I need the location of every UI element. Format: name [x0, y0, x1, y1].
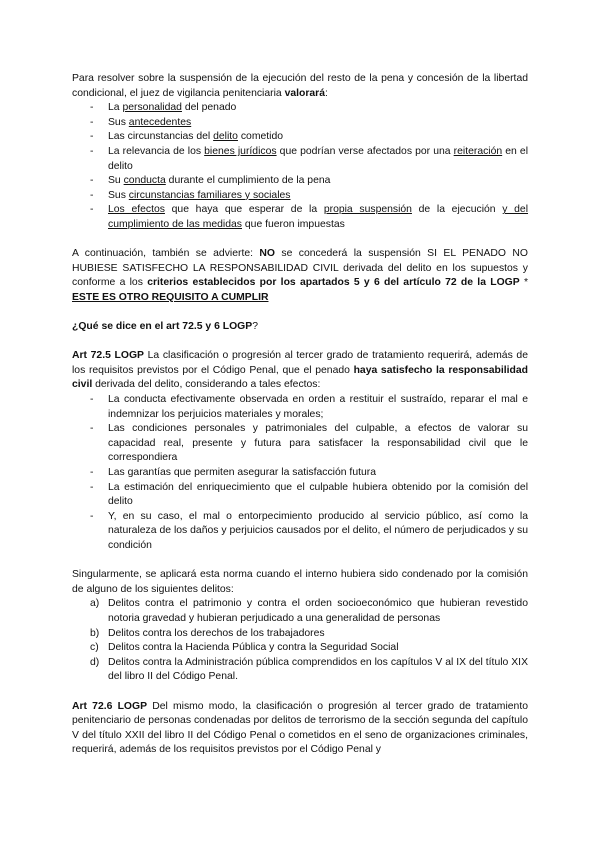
article-ref-72-5: Art 72.5 LOGP — [72, 350, 144, 362]
list-item: - La estimación del enriquecimiento que el culpable hubiera obtenido por la comisión del delito — [72, 481, 528, 510]
list-item: d) Delitos contra la Administración pública comprendidos en los capítulos V al IX del título XIX del libro II del Código Penal. — [90, 656, 528, 683]
list-item: - Sus circunstancias familiares y sociales — [72, 189, 528, 204]
underlined-term: circunstancias familiares y sociales — [128, 189, 291, 201]
bold-criteria: criterios establecidos por los apartados 5 y 6 del artículo 72 de la LOGP — [147, 277, 520, 289]
list-item: - Sus antecedentes — [72, 116, 528, 131]
list-item: - La relevancia de los bienes jurídicos que podrían verse afectados por una reiteración en el delito — [72, 145, 528, 174]
art-72-5-paragraph: Art 72.5 LOGP La clasificación o progresión al tercer grado de tratamiento requerirá, además de los requisitos previstos por el Código Penal, que el penado haya satisfecho la responsabilidad civil derivada del delito, considerando a tales efectos: — [72, 350, 528, 391]
intro-tail: : — [325, 87, 328, 99]
bold-no: NO — [259, 248, 275, 260]
list-item: - Y, en su caso, el mal o entorpecimiento producido al servicio público, así como la naturaleza de los daños y perjuicios causados por el delito, el número de perjudicados y su condición — [72, 510, 528, 554]
question-heading: ¿Qué se dice en el art 72.5 y 6 LOGP? — [72, 321, 258, 333]
list-item: - Las condiciones personales y patrimoniales del culpable, a efectos de valorar su capacidad real, presente y futura para satisfacer la responsabilidad civil que le correspondiera — [72, 422, 528, 466]
underlined-term: delito — [213, 131, 238, 143]
intro-paragraph — [72, 72, 528, 101]
valuation-list — [72, 101, 528, 232]
underlined-term: personalidad — [122, 102, 182, 114]
underlined-term: reiteración — [453, 145, 503, 157]
list-item: - La personalidad del penado — [72, 101, 528, 116]
underlined-term: bienes jurídicos — [204, 145, 277, 157]
underlined-term: antecedentes — [128, 116, 192, 128]
underlined-term: Los efectos — [108, 204, 165, 216]
list-item: - Las garantías que permiten asegurar la satisfacción futura — [72, 466, 528, 481]
bold-civil-liability: haya satisfecho la responsabilidad civil — [72, 364, 528, 391]
article-ref-72-6: Art 72.6 LOGP — [72, 700, 148, 712]
underlined-term: conducta — [123, 175, 166, 187]
art-72-6-paragraph: Art 72.6 LOGP Del mismo modo, la clasificación o progresión al tercer grado de tratamiento penitenciario de personas condenadas por delitos de terrorismo de la sección segunda del capítulo V del título XXII del libro II del Código Penal o cometidos en el seno de organizaciones criminales, requerirá, además de los requisitos previstos por el Código Penal y — [72, 700, 528, 756]
requirement-note: ESTE ES OTRO REQUISITO A CUMPLIR — [72, 291, 269, 303]
document-page — [72, 72, 528, 758]
list-item: c) Delitos contra la Hacienda Pública y contra la Seguridad Social — [90, 642, 399, 654]
crimes-intro-paragraph: Singularmente, se aplicará esta norma cuando el interno hubiera sido condenado por la comisión de alguno de los siguientes delitos: — [72, 569, 528, 595]
crimes-list — [72, 597, 528, 685]
underlined-term: propia suspensión — [323, 204, 412, 216]
list-item: - La conducta efectivamente observada en orden a restituir el sustraído, reparar el mal e indemnizar los perjuicios materiales y morales; — [72, 393, 528, 422]
list-item: - Su conducta durante el cumplimiento de la pena — [72, 174, 528, 189]
list-item: a) Delitos contra el patrimonio y contra el orden socioeconómico que hubieran revestido notoria gravedad y hubieran perjudicado a una generalidad de personas — [90, 598, 528, 624]
civil-liability-paragraph: A continuación, también se advierte: NO se concederá la suspensión SI EL PENADO NO HUBIESE SATISFECHO LA RESPONSABILIDAD CIVIL derivada del delito en los supuestos y conforme a los criterios establecidos por los apartados 5 y 6 del artículo 72 de la LOGP * ESTE ES OTRO REQUISITO A CUMPLIR — [72, 248, 528, 303]
underlined-term: y del cumplimiento de las medidas — [108, 204, 529, 230]
list-item: b) Delitos contra los derechos de los trabajadores — [90, 627, 325, 639]
list-item: - Las circunstancias del delito cometido — [72, 130, 528, 145]
list-item: - Los efectos que haya que esperar de la propia suspensión de la ejecución y del cumplimiento de las medidas que fueron impuestas — [72, 203, 528, 232]
intro-text: Para resolver sobre la suspensión de la ejecución del resto de la pena y concesión de la libertad condicional, el juez de vigilancia penitenciaria — [72, 73, 528, 99]
intro-bold-valorara: valorará — [284, 87, 325, 99]
criteria-list — [72, 393, 528, 554]
